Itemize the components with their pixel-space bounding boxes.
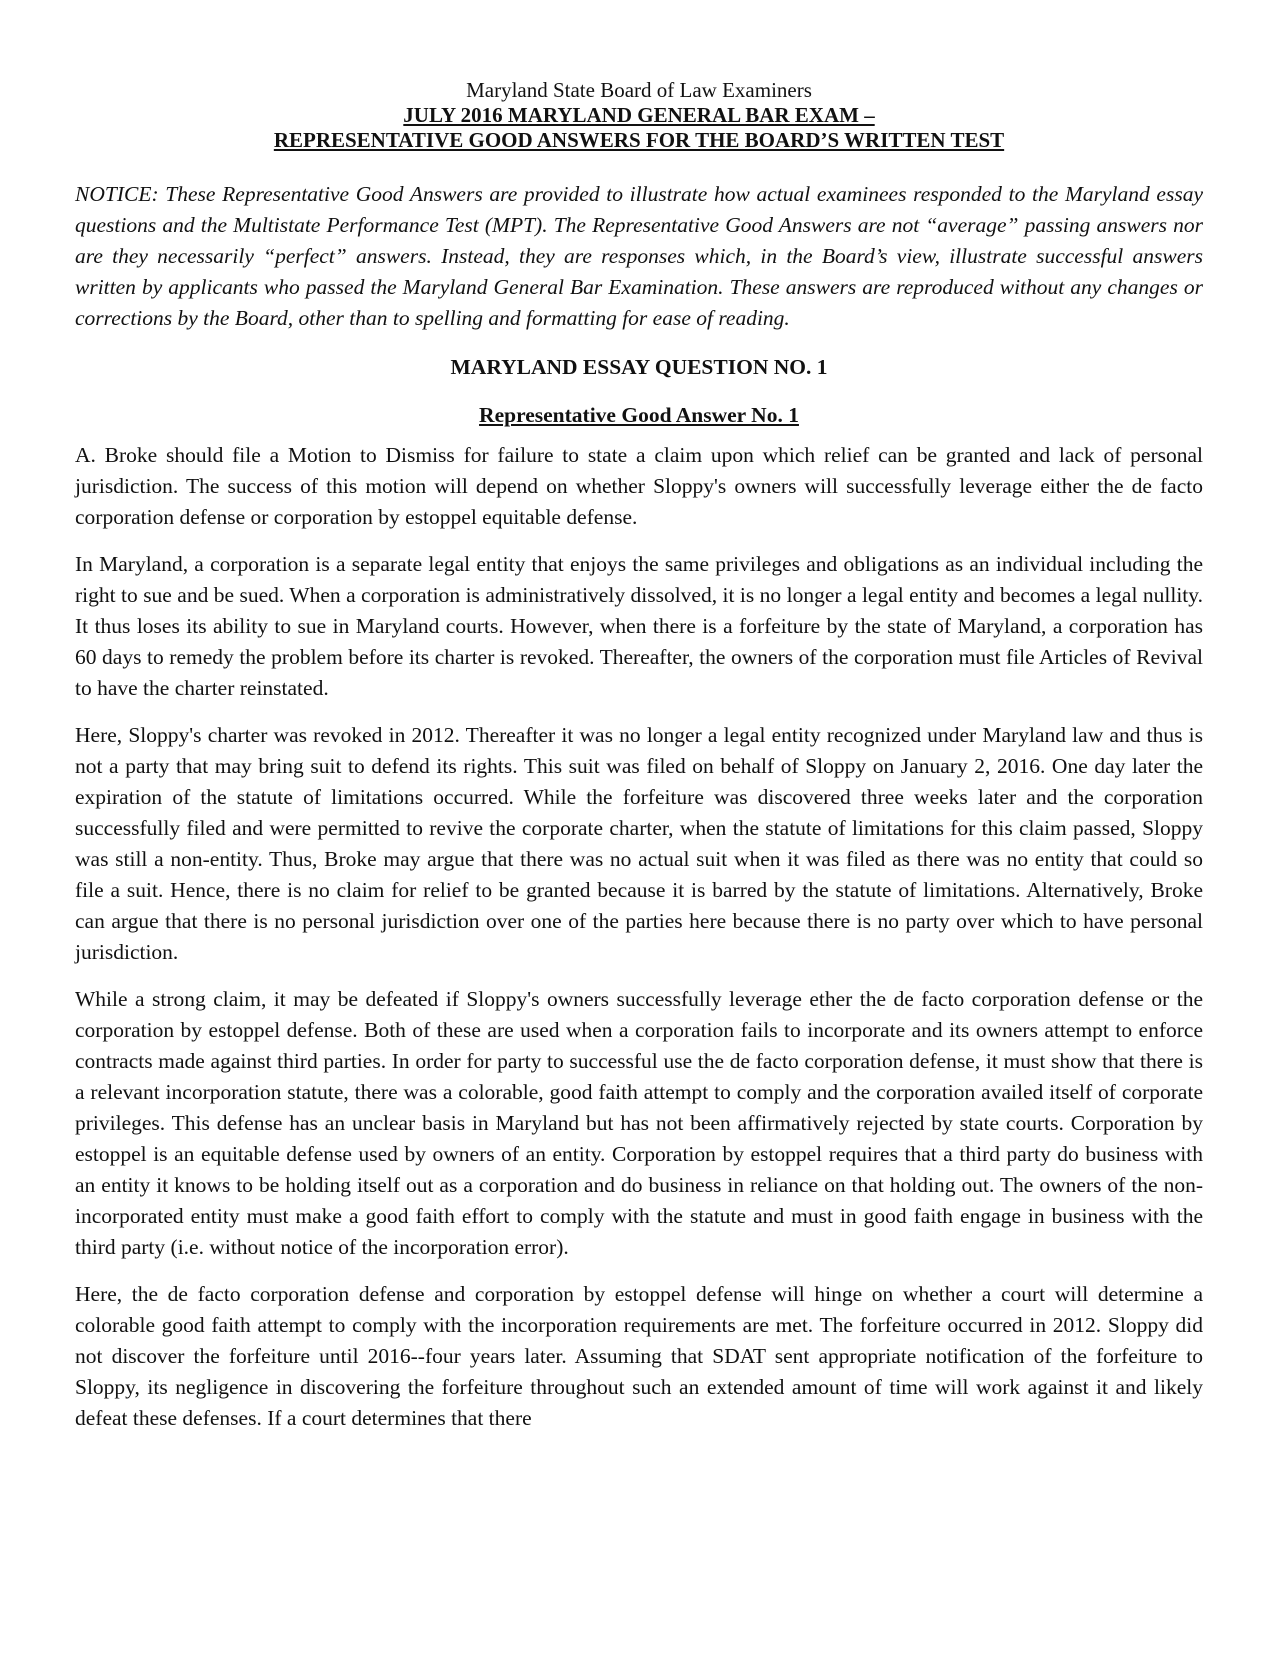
- answer-paragraph-5: Here, the de facto corporation defense and corporation by estoppel defense will hinge on whether a court will determine a colorable good faith attempt to comply with the incorporation requirements are met. The forfeiture occurred in 2012. Sloppy did not discover the forfeiture until 2016--four years later. Assuming that SDAT sent appropriate notification of the forfeiture to Sloppy, its negligence in discovering the forfeiture throughout such an extended amount of time will work against it and likely defeat these defenses. If a court determines that there: [75, 1282, 1203, 1430]
- notice-paragraph: NOTICE: These Representative Good Answers are provided to illustrate how actual examinees responded to the Maryland essay questions and the Multistate Performance Test (MPT). The Representative Good Answers are not “average” passing answers nor are they necessarily “perfect” answers. Instead, they are responses which, in the Board’s view, illustrate successful answers written by applicants who passed the Maryland General Bar Examination. These answers are reproduced without any changes or corrections by the Board, other than to spelling and formatting for ease of reading.: [75, 182, 1203, 330]
- board-name: Maryland State Board of Law Examiners: [466, 78, 812, 102]
- answer-paragraph-4: While a strong claim, it may be defeated if Sloppy's owners successfully leverage ether the de facto corporation defense or the corporation by estoppel defense. Both of these are used when a corporation fails to incorporate and its owners attempt to enforce contracts made against third parties. In order for party to successful use the de facto corporation defense, it must show that there is a relevant incorporation statute, there was a colorable, good faith attempt to comply and the corporation availed itself of corporate privileges. This defense has an unclear basis in Maryland but has not been affirmatively rejected by state courts. Corporation by estoppel is an equitable defense used by owners of an entity. Corporation by estoppel requires that a third party do business with an entity it knows to be holding itself out as a corporation and do business in reliance on that holding out. The owners of the non-incorporated entity must make a good faith effort to comply with the statute and must in good faith engage in business with the third party (i.e. without notice of the incorporation error).: [75, 987, 1203, 1259]
- answer-paragraph-3: Here, Sloppy's charter was revoked in 2012. Thereafter it was no longer a legal entity recognized under Maryland law and thus is not a party that may bring suit to defend its rights. This suit was filed on behalf of Sloppy on January 2, 2016. One day later the expiration of the statute of limitations occurred. While the forfeiture was discovered three weeks later and the corporation successfully filed and were permitted to revive the corporate charter, when the statute of limitations for this claim passed, Sloppy was still a non-entity. Thus, Broke may argue that there was no actual suit when it was filed as there was no entity that could so file a suit. Hence, there is no claim for relief to be granted because it is barred by the statute of limitations. Alternatively, Broke can argue that there is no personal jurisdiction over one of the parties here because there is no party over which to have personal jurisdiction.: [75, 723, 1203, 964]
- answer-paragraph-1: A. Broke should file a Motion to Dismiss for failure to state a claim upon which relief can be granted and lack of personal jurisdiction. The success of this motion will depend on whether Sloppy's owners will successfully leverage either the de facto corporation defense or corporation by estoppel equitable defense.: [75, 443, 1203, 529]
- question-title: MARYLAND ESSAY QUESTION NO. 1: [450, 355, 828, 379]
- exam-title-line-1: JULY 2016 MARYLAND GENERAL BAR EXAM –: [403, 103, 875, 127]
- answer-title: Representative Good Answer No. 1: [479, 403, 799, 427]
- exam-title-line-2: REPRESENTATIVE GOOD ANSWERS FOR THE BOARD’S WRITTEN TEST: [273, 128, 1005, 152]
- answer-paragraph-2: In Maryland, a corporation is a separate legal entity that enjoys the same privileges and obligations as an individual including the right to sue and be sued. When a corporation is administratively dissolved, it is no longer a legal entity and becomes a legal nullity. It thus loses its ability to sue in Maryland courts. However, when there is a forfeiture by the state of Maryland, a corporation has 60 days to remedy the problem before its charter is revoked. Thereafter, the owners of the corporation must file Articles of Revival to have the charter reinstated.: [75, 552, 1203, 700]
- document-page: [75, 78, 1203, 1434]
